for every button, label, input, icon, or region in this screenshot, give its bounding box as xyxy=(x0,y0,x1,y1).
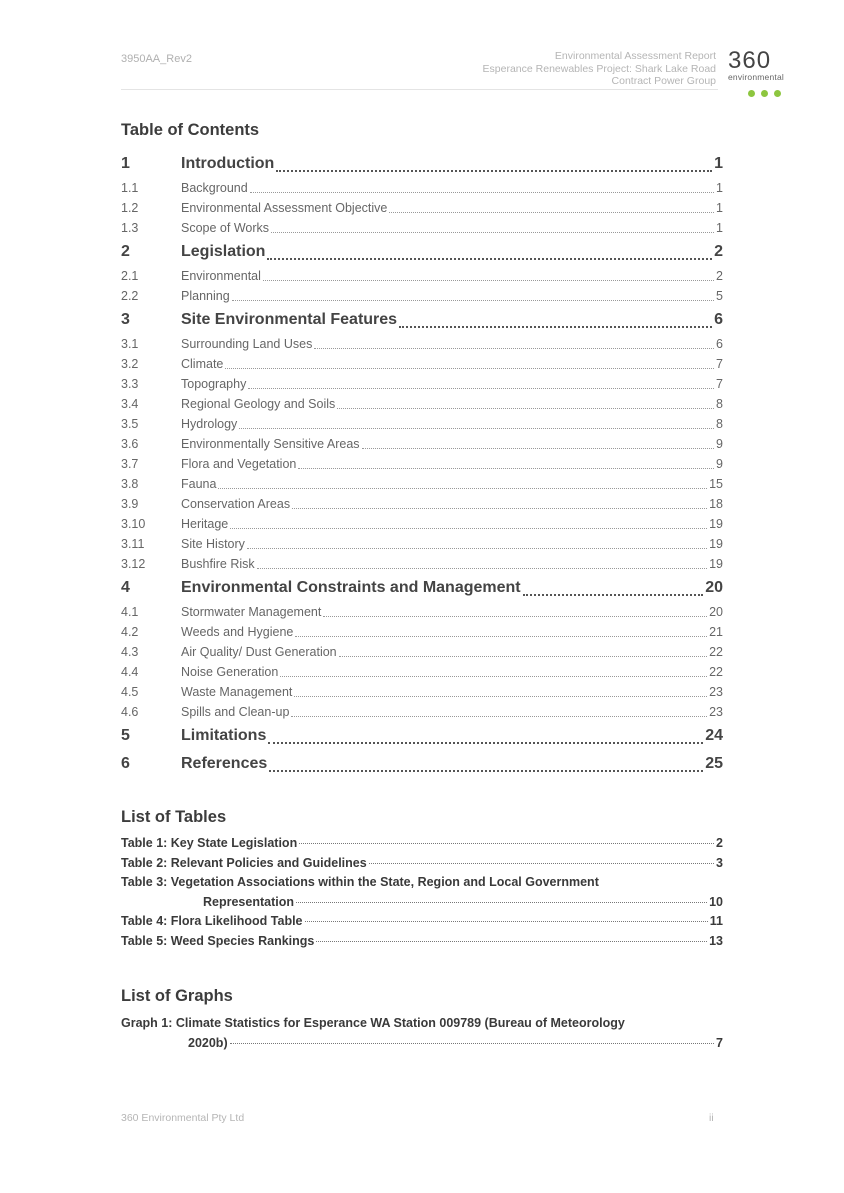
toc-entry-label: Air Quality/ Dust Generation xyxy=(181,645,337,659)
tables-dot-leader xyxy=(305,921,708,922)
table-of-contents xyxy=(121,150,723,778)
tables-entry-label: Table 4: Flora Likelihood Table xyxy=(121,914,303,928)
tables-entry-label: Table 3: Vegetation Associations within the State, Region and Local Government xyxy=(121,875,599,889)
toc-entry-number: 3.10 xyxy=(121,517,146,531)
company-logo xyxy=(728,47,804,96)
toc-dot-leader xyxy=(269,770,703,772)
list-of-graphs-heading: List of Graphs xyxy=(121,987,233,1005)
tables-entry-page: 3 xyxy=(716,855,723,870)
toc-subsection-entry[interactable] xyxy=(121,682,723,702)
toc-entry-number: 3.4 xyxy=(121,397,139,411)
toc-entry-label: Introduction xyxy=(181,155,275,172)
toc-entry-label: Environmental Assessment Objective xyxy=(181,201,388,215)
toc-entry-label: Environmental xyxy=(181,269,261,283)
toc-section-entry[interactable] xyxy=(121,722,723,750)
toc-dot-leader xyxy=(399,326,712,328)
toc-entry-page: 20 xyxy=(705,579,723,596)
toc-entry-page: 9 xyxy=(716,457,723,471)
toc-entry-page: 6 xyxy=(714,311,723,328)
toc-entry-number: 2 xyxy=(121,243,130,260)
toc-subsection-entry[interactable] xyxy=(121,218,723,238)
toc-entry-number: 4.5 xyxy=(121,685,139,699)
toc-dot-leader xyxy=(239,428,714,429)
toc-entry-page: 22 xyxy=(709,665,723,679)
toc-subsection-entry[interactable] xyxy=(121,354,723,374)
logo-dots-icon xyxy=(728,84,804,102)
toc-entry-label: Site Environmental Features xyxy=(181,311,398,328)
toc-entry-label: Background xyxy=(181,181,248,195)
toc-entry-page: 1 xyxy=(716,201,723,215)
toc-entry-number: 3.1 xyxy=(121,337,139,351)
toc-entry-page: 19 xyxy=(709,537,723,551)
toc-entry-page: 1 xyxy=(714,155,723,172)
toc-subsection-entry[interactable] xyxy=(121,414,723,434)
tables-dot-leader xyxy=(369,863,714,864)
tables-entry-page: 2 xyxy=(716,836,723,850)
toc-subsection-entry[interactable] xyxy=(121,374,723,394)
toc-entry-page: 2 xyxy=(716,269,723,283)
toc-section-entry[interactable] xyxy=(121,238,723,266)
toc-subsection-entry[interactable] xyxy=(121,514,723,534)
toc-entry-label: References xyxy=(181,755,268,772)
toc-entry-label: Planning xyxy=(181,289,230,303)
toc-entry-number: 1 xyxy=(121,155,130,172)
toc-entry-page: 21 xyxy=(709,625,723,639)
toc-entry-label: Waste Management xyxy=(181,685,293,699)
tables-entry-label-cont: Representation xyxy=(203,894,294,909)
graphs-entry-page: 7 xyxy=(716,1035,723,1050)
tables-entry-page: 13 xyxy=(709,933,723,948)
toc-dot-leader xyxy=(389,212,714,213)
toc-subsection-entry[interactable] xyxy=(121,394,723,414)
toc-entry-number: 2.2 xyxy=(121,289,139,303)
tables-entry-label: Table 1: Key State Legislation xyxy=(121,836,298,850)
toc-entry-number: 1.2 xyxy=(121,201,139,215)
logo-word: environmental xyxy=(728,72,784,82)
toc-dot-leader xyxy=(230,528,707,529)
document-reference: 3950AA_Rev2 xyxy=(121,53,192,65)
toc-entry-number: 4.6 xyxy=(121,705,139,719)
toc-entry-page: 22 xyxy=(709,645,723,659)
toc-dot-leader xyxy=(218,488,707,489)
toc-entry-label: Conservation Areas xyxy=(181,497,291,511)
toc-dot-leader xyxy=(280,676,707,677)
toc-dot-leader xyxy=(323,616,707,617)
toc-entry-number: 3.5 xyxy=(121,417,139,431)
tables-entry[interactable] xyxy=(121,836,723,856)
toc-entry-label: Topography xyxy=(181,377,247,391)
toc-entry-number: 3.7 xyxy=(121,457,139,471)
toc-dot-leader xyxy=(250,192,714,193)
toc-entry-number: 3.3 xyxy=(121,377,139,391)
toc-subsection-entry[interactable] xyxy=(121,434,723,454)
toc-dot-leader xyxy=(257,568,707,569)
toc-entry-label: Bushfire Risk xyxy=(181,557,255,571)
toc-entry-label: Limitations xyxy=(181,727,267,744)
toc-subsection-entry[interactable] xyxy=(121,474,723,494)
header-divider xyxy=(121,89,718,90)
toc-entry-number: 6 xyxy=(121,755,130,772)
report-title: Environmental Assessment Report xyxy=(554,50,716,62)
tables-entry[interactable] xyxy=(121,934,723,954)
toc-entry-page: 5 xyxy=(716,289,723,303)
toc-entry-number: 4.1 xyxy=(121,605,139,619)
toc-entry-label: Spills and Clean-up xyxy=(181,705,290,719)
graphs-entry-line[interactable] xyxy=(121,1016,723,1036)
toc-entry-label: Environmental Constraints and Management xyxy=(181,579,521,596)
toc-entry-label: Environmentally Sensitive Areas xyxy=(181,437,360,451)
toc-dot-leader xyxy=(523,594,704,596)
toc-entry-page: 23 xyxy=(709,685,723,699)
toc-dot-leader xyxy=(362,448,714,449)
toc-entry-page: 18 xyxy=(709,497,723,511)
list-of-tables xyxy=(121,836,723,953)
toc-entry-number: 5 xyxy=(121,727,130,744)
toc-entry-number: 3.11 xyxy=(121,537,145,551)
toc-dot-leader xyxy=(232,300,714,301)
toc-subsection-entry[interactable] xyxy=(121,454,723,474)
toc-subsection-entry[interactable] xyxy=(121,178,723,198)
tables-entry-label: Table 2: Relevant Policies and Guidelines xyxy=(121,855,367,870)
toc-entry-label: Scope of Works xyxy=(181,221,270,235)
toc-dot-leader xyxy=(292,508,707,509)
toc-dot-leader xyxy=(225,368,714,369)
toc-entry-number: 3.12 xyxy=(121,557,146,571)
toc-entry-label: Surrounding Land Uses xyxy=(181,337,313,351)
toc-entry-page: 23 xyxy=(709,705,723,719)
toc-dot-leader xyxy=(339,656,707,657)
tables-entry-label: Table 5: Weed Species Rankings xyxy=(121,933,315,948)
toc-subsection-entry[interactable] xyxy=(121,334,723,354)
toc-entry-label: Weeds and Hygiene xyxy=(181,625,294,639)
tables-entry-page: 10 xyxy=(709,894,723,909)
toc-entry-page: 7 xyxy=(716,377,723,391)
tables-entry-line[interactable] xyxy=(121,875,723,895)
toc-dot-leader xyxy=(248,388,714,389)
toc-entry-page: 24 xyxy=(705,727,723,744)
toc-entry-page: 20 xyxy=(709,605,723,619)
graphs-entry-continuation[interactable] xyxy=(121,1036,723,1056)
tables-dot-leader xyxy=(296,902,707,903)
toc-entry-number: 1.3 xyxy=(121,221,139,235)
graphs-entry-label-cont: 2020b) xyxy=(188,1035,228,1050)
project-title: Esperance Renewables Project: Shark Lake Road xyxy=(482,62,716,75)
toc-section-entry[interactable] xyxy=(121,306,723,334)
graphs-entry-label: Graph 1: Climate Statistics for Esperance WA Station 009789 (Bureau of Meteorology xyxy=(121,1016,625,1030)
graphs-dot-leader xyxy=(230,1043,714,1044)
toc-entry-label: Regional Geology and Soils xyxy=(181,397,336,411)
toc-entry-page: 8 xyxy=(716,397,723,411)
toc-dot-leader xyxy=(263,280,714,281)
toc-entry-label: Stormwater Management xyxy=(181,605,322,619)
toc-entry-page: 9 xyxy=(716,437,723,451)
toc-entry-number: 4.2 xyxy=(121,625,139,639)
toc-entry-number: 3.6 xyxy=(121,437,139,451)
toc-subsection-entry[interactable] xyxy=(121,702,723,722)
toc-section-entry[interactable] xyxy=(121,574,723,602)
toc-dot-leader xyxy=(291,716,707,717)
toc-entry-number: 3.8 xyxy=(121,477,139,491)
tables-dot-leader xyxy=(316,941,707,942)
logo-number: 360 xyxy=(728,47,772,74)
toc-entry-page: 19 xyxy=(709,517,723,531)
toc-entry-number: 4.3 xyxy=(121,645,139,659)
tables-entry[interactable] xyxy=(121,914,723,934)
toc-entry-label: Hydrology xyxy=(181,417,238,431)
toc-entry-number: 3.9 xyxy=(121,497,139,511)
toc-entry-number: 3.2 xyxy=(121,357,139,371)
toc-entry-number: 4 xyxy=(121,579,130,596)
toc-subsection-entry[interactable] xyxy=(121,662,723,682)
toc-dot-leader xyxy=(247,548,707,549)
toc-subsection-entry[interactable] xyxy=(121,622,723,642)
toc-entry-number: 1.1 xyxy=(121,181,139,195)
toc-subsection-entry[interactable] xyxy=(121,534,723,554)
toc-dot-leader xyxy=(337,408,714,409)
tables-entry-continuation[interactable] xyxy=(121,895,723,915)
toc-section-entry[interactable] xyxy=(121,150,723,178)
toc-entry-page: 15 xyxy=(709,477,723,491)
toc-entry-label: Noise Generation xyxy=(181,665,279,679)
toc-entry-label: Flora and Vegetation xyxy=(181,457,297,471)
toc-entry-page: 2 xyxy=(714,243,723,260)
toc-dot-leader xyxy=(298,468,714,469)
toc-entry-page: 19 xyxy=(709,557,723,571)
toc-entry-label: Heritage xyxy=(181,517,229,531)
toc-dot-leader xyxy=(295,636,707,637)
toc-entry-page: 6 xyxy=(716,337,723,351)
tables-dot-leader xyxy=(299,843,714,844)
toc-subsection-entry[interactable] xyxy=(121,494,723,514)
footer-company: 360 Environmental Pty Ltd xyxy=(121,1112,245,1124)
toc-subsection-entry[interactable] xyxy=(121,602,723,622)
toc-dot-leader xyxy=(267,258,712,260)
toc-dot-leader xyxy=(314,348,714,349)
toc-heading: Table of Contents xyxy=(121,121,260,139)
toc-section-entry[interactable] xyxy=(121,750,723,778)
toc-subsection-entry[interactable] xyxy=(121,266,723,286)
toc-entry-page: 25 xyxy=(705,755,723,772)
toc-entry-page: 1 xyxy=(716,221,723,235)
toc-entry-number: 2.1 xyxy=(121,269,139,283)
footer-page-number: ii xyxy=(709,1112,714,1124)
toc-dot-leader xyxy=(294,696,707,697)
toc-entry-page: 7 xyxy=(716,357,723,371)
toc-entry-label: Climate xyxy=(181,357,224,371)
toc-entry-number: 3 xyxy=(121,311,130,328)
toc-dot-leader xyxy=(276,170,712,172)
toc-subsection-entry[interactable] xyxy=(121,554,723,574)
toc-subsection-entry[interactable] xyxy=(121,642,723,662)
tables-entry-page: 11 xyxy=(709,914,723,928)
report-title-block xyxy=(483,50,716,88)
toc-entry-page: 8 xyxy=(716,417,723,431)
toc-subsection-entry[interactable] xyxy=(121,286,723,306)
tables-entry[interactable] xyxy=(121,856,723,876)
toc-entry-page: 1 xyxy=(716,181,723,195)
list-of-graphs xyxy=(121,1016,723,1055)
toc-subsection-entry[interactable] xyxy=(121,198,723,218)
toc-entry-number: 4.4 xyxy=(121,665,139,679)
toc-entry-label: Site History xyxy=(181,537,245,551)
toc-entry-label: Fauna xyxy=(181,477,217,491)
toc-dot-leader xyxy=(271,232,714,233)
toc-entry-label: Legislation xyxy=(181,243,266,260)
list-of-tables-heading: List of Tables xyxy=(121,808,227,826)
client-name: Contract Power Group xyxy=(611,75,716,87)
toc-dot-leader xyxy=(268,742,703,744)
